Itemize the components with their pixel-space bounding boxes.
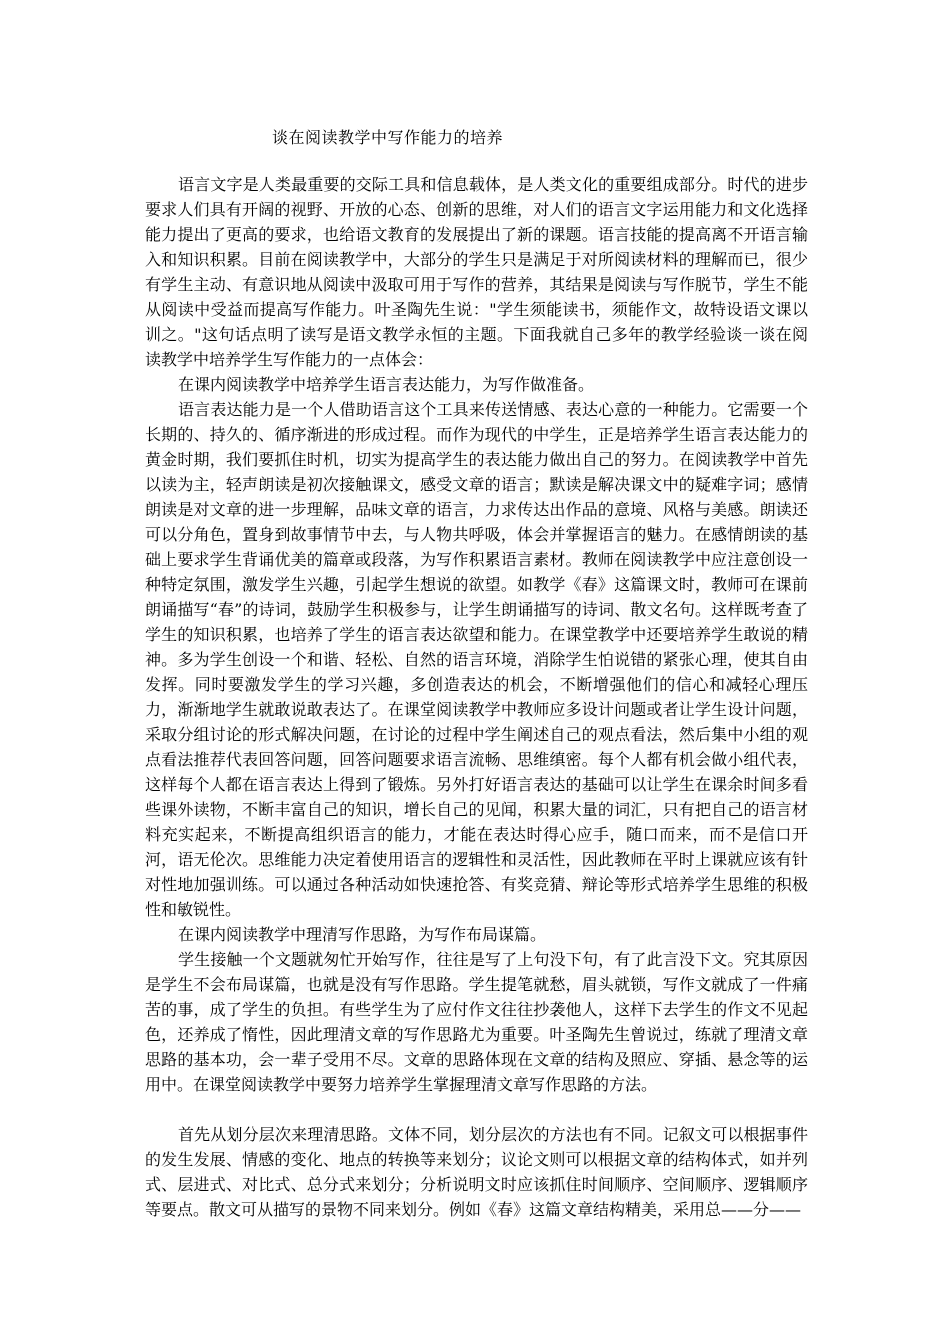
paragraph-dividing-levels: 首先从划分层次来理清思路。文体不同，划分层次的方法也有不同。记叙文可以根据事件的发生发展、情感的变化、地点的转换等来划分；议论文则可以根据文章的结构体式，如并列式、层进式、对比式、总分式来划分；分析说明文时应该抓住时间顺序、空间顺序、逻辑顺序等要点。散文可从描写的景物不同来划分。例如《春》这篇文章结构精美，采用总——分—— [145,1125,808,1219]
paragraph-language-expression: 语言表达能力是一个人借助语言这个工具来传送情感、表达心意的一种能力。它需要一个长期的、持久的、循序渐进的形成过程。而作为现代的中学生，正是培养学生语言表达能力的黄金时期，我们要抓住时机，切实为提高学生的表达能力做出自己的努力。在阅读教学中首先以读为主，轻声朗读是初次接触课文，感受文章的语言；默读是解决课文中的疑难字词；感情朗读是对文章的进一步理解，品味文章的语言，力求传达出作品的意境、风格与美感。朗读还可以分角色，置身到故事情节中去，与人物共呼吸，体会并掌握语言的魅力。在感情朗读的基础上要求学生背诵优美的篇章或段落，为写作积累语言素材。教师在阅读教学中应注意创设一种特定氛围，激发学生兴趣，引起学生想说的欲望。如教学《春》这篇课文时，教师可在课前朗诵描写“春”的诗词，鼓励学生积极参与，让学生朗诵描写的诗词、散文名句。这样既考查了学生的知识积累，也培养了学生的语言表达欲望和能力。在课堂教学中还要培养学生敢说的精神。多为学生创设一个和谐、轻松、自然的语言环境，消除学生怕说错的紧张心理，使其自由发挥。同时要激发学生的学习兴趣，多创造表达的机会，不断增强他们的信心和减轻心理压力，渐渐地学生就敢说敢表达了。在课堂阅读教学中教师应多设计问题或者让学生设计问题，采取分组讨论的形式解决问题，在讨论的过程中学生阐述自己的观点看法，然后集中小组的观点看法推荐代表回答问题，回答问题要求语言流畅、思维缜密。每个人都有机会做小组代表，这样每个人都在语言表达上得到了锻炼。另外打好语言表达的基础可以让学生在课余时间多看些课外读物，不断丰富自己的知识，增长自己的见闻，积累大量的词汇，只有把自己的语言材料充实起来，不断提高组织语言的能力，才能在表达时得心应手，随口而来，而不是信口开河，语无伦次。思维能力决定着使用语言的逻辑性和灵活性，因此教师在平时上课就应该有针对性地加强训练。可以通过各种活动如快速抢答、有奖竞猜、辩论等形式培养学生思维的积极性和敏锐性。 [145,400,808,919]
paragraph-writing-approach: 学生接触一个文题就匆忙开始写作，往往是写了上句没下句，有了此言没下文。究其原因是学生不会布局谋篇，也就是没有写作思路。学生提笔就愁，眉头就锁，写作文就成了一件痛苦的事，成了学生的负担。有些学生为了应付作文往往抄袭他人，这样下去学生的作文不见起色，还养成了惰性，因此理清文章的写作思路尤为重要。叶圣陶先生曾说过，练就了理清文章思路的基本功，会一辈子受用不尽。文章的思路体现在文章的结构及照应、穿插、悬念等的运用中。在课堂阅读教学中要努力培养学生掌握理清文章写作思路的方法。 [145,950,808,1094]
paragraph-introduction: 语言文字是人类最重要的交际工具和信息载体，是人类文化的重要组成部分。时代的进步要求人们具有开阔的视野、开放的心态、创新的思维，对人们的语言文字运用能力和文化选择能力提出了更高的要求，也给语文教育的发展提出了新的课题。语言技能的提高离不开语言输入和知识积累。目前在阅读教学中，大部分的学生只是满足于对所阅读材料的理解而已，很少有学生主动、有意识地从阅读中汲取可用于写作的营养，其结果是阅读与写作脱节，学生不能从阅读中受益而提高写作能力。叶圣陶先生说："学生须能读书，须能作文，故特设语文课以训之。"这句话点明了读写是语文教学永恒的主题。下面我就自己多年的教学经验谈一谈在阅读教学中培养学生写作能力的一点体会： [145,175,808,369]
paragraph-heading-language-expression: 在课内阅读教学中培养学生语言表达能力，为写作做准备。 [178,375,595,394]
paragraph-heading-writing-approach: 在课内阅读教学中理清写作思路，为写作布局谋篇。 [178,925,547,944]
document-title: 谈在阅读教学中写作能力的培养 [272,128,504,147]
document-body [145,172,808,1222]
